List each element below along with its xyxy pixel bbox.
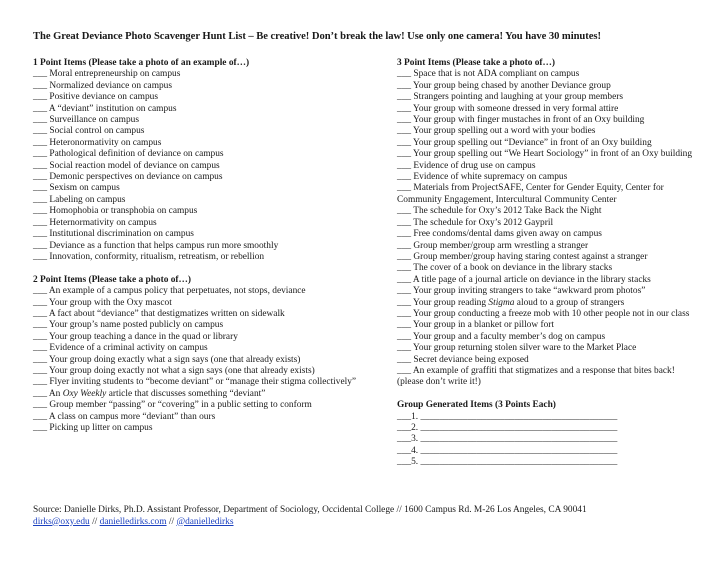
list-item: ___ Surveillance on campus — [33, 115, 139, 126]
list-item: ___ Your group teaching a dance in the quad or library — [33, 331, 238, 342]
list-item: ___ Demonic perspectives on deviance on campus — [33, 172, 223, 183]
list-item: ___ Institutional discrimination on campus — [33, 229, 194, 240]
list-item: ___ Moral entrepreneurship on campus — [33, 69, 181, 80]
list-item: ___ Social reaction model of deviance on campus — [33, 160, 220, 171]
list-item: ___ Your group reading Stigma aloud to a group of strangers — [397, 297, 625, 308]
one-point-list — [33, 69, 373, 263]
three-point-list-tail — [397, 309, 698, 389]
list-item: ___ Your group spelling out “Deviance” in front of an Oxy building — [397, 137, 652, 148]
source-line: Source: Danielle Dirks, Ph.D. Assistant Professor, Department of Sociology, Occidental College // 1600 Campus Rd. M-26 Los Angeles, CA 90041 — [33, 505, 587, 515]
two-point-list-tail — [33, 400, 373, 434]
list-item: ___ A title page of a journal article on deviance in the library stacks — [397, 274, 651, 285]
list-item: ___2. __________________________________________ — [397, 422, 618, 433]
list-item: ___ Your group spelling out “We Heart Sociology” in front of an Oxy building — [397, 149, 693, 160]
left-column — [33, 58, 373, 434]
list-item: ___ Free condoms/dental dams given away on campus — [397, 229, 602, 240]
one-point-header: 1 Point Items (Please take a photo of an example of…) — [33, 58, 250, 68]
list-item: ___ Group member “passing” or “covering” in a public setting to conform — [33, 400, 312, 411]
oxy-weekly-title: Oxy Weekly — [62, 388, 107, 399]
list-item: ___ Your group doing exactly what a sign says (one that already exists) — [33, 354, 301, 365]
group-generated-list — [397, 412, 698, 469]
list-item: ___ Your group and a faculty member’s dog on campus — [397, 331, 606, 342]
list-item: ___ Your group with someone dressed in very formal attire — [397, 103, 619, 114]
three-point-list — [397, 69, 698, 297]
list-item: ___ Secret deviance being exposed — [397, 354, 529, 365]
two-point-header: 2 Point Items (Please take a photo of…) — [33, 274, 192, 285]
list-item: ___ Your group conducting a freeze mob with 10 other people not in our class — [397, 308, 690, 319]
list-item: ___3. __________________________________________ — [397, 434, 618, 445]
list-item: ___ Innovation, conformity, ritualism, retreatism, or rebellion — [33, 251, 265, 262]
list-item: ___ Your group in a blanket or pillow fort — [397, 320, 555, 331]
list-item: ___ Your group returning stolen silver ware to the Market Place — [397, 343, 637, 354]
document-title: The Great Deviance Photo Scavenger Hunt List – Be creative! Don’t break the law! Use only one camera! You have 30 minutes! — [33, 31, 601, 42]
email-link[interactable]: dirks@oxy.edu — [33, 516, 90, 527]
list-item: ___ Your group doing exactly not what a sign says (one that already exists) — [33, 365, 315, 376]
list-item: ___ Your group with finger mustaches in front of an Oxy building — [397, 115, 645, 126]
list-item: ___ Evidence of drug use on campus — [397, 160, 536, 171]
list-item: ___ Your group’s name posted publicly on campus — [33, 320, 224, 331]
source-links: dirks@oxy.edu // danielledirks.com // @danielledirks — [33, 516, 234, 527]
list-item: ___ Normalized deviance on campus — [33, 80, 173, 91]
list-item: ___ Heternormativity on campus — [33, 217, 157, 228]
list-item: ___ Group member/group having staring contest against a stranger — [397, 251, 648, 262]
list-item: ___ Strangers pointing and laughing at your group members — [397, 92, 624, 103]
list-item: ___ An example of a campus policy that perpetuates, not stops, deviance — [33, 286, 306, 297]
list-item: ___ Your group inviting strangers to take “awkward prom photos” — [397, 286, 646, 297]
list-item: ___1. __________________________________________ — [397, 411, 618, 422]
list-item: ___ The schedule for Oxy’s 2012 Take Back the Night — [397, 206, 602, 217]
source-footer — [33, 505, 703, 528]
list-item: ___ Positive deviance on campus — [33, 92, 158, 103]
stigma-title: Stigma — [488, 297, 515, 308]
list-item: ___ Flyer inviting students to “become deviant” or “manage their stigma collectively” — [33, 377, 357, 388]
list-item: ___ Social control on campus — [33, 126, 145, 137]
list-item: ___ Group member/group arm wrestling a stranger — [397, 240, 589, 251]
list-item: ___ Labeling on campus — [33, 194, 126, 205]
document-page — [33, 30, 698, 468]
list-item: ___ The cover of a book on deviance in the library stacks — [397, 263, 613, 274]
list-item: ___ An Oxy Weekly article that discusses something “deviant” — [33, 388, 266, 399]
group-generated-header: Group Generated Items (3 Points Each) — [397, 400, 556, 411]
list-item: ___ Your group spelling out a word with your bodies — [397, 126, 596, 137]
list-item: ___ A class on campus more “deviant” than ours — [33, 411, 216, 422]
list-item: ___ Space that is not ADA compliant on campus — [397, 69, 580, 80]
list-item: ___ Evidence of white supremacy on campus — [397, 172, 568, 183]
list-item: ___ Homophobia or transphobia on campus — [33, 206, 198, 217]
list-item: ___ Evidence of a criminal activity on campus — [33, 343, 208, 354]
list-item: ___ A fact about “deviance” that destigmatizes written on sidewalk — [33, 308, 285, 319]
list-item: ___5. __________________________________________ — [397, 457, 618, 468]
list-item: ___ A “deviant” institution on campus — [33, 103, 177, 114]
two-point-list — [33, 286, 373, 389]
website-link[interactable]: danielledirks.com — [99, 516, 167, 527]
list-item: ___ Sexism on campus — [33, 183, 120, 194]
list-item: ___ Your group being chased by another Deviance group — [397, 80, 611, 91]
list-item: ___4. __________________________________________ — [397, 445, 618, 456]
list-item: ___ Materials from ProjectSAFE, Center for Gender Equity, Center for Community Engagement, Intercultural Community Center — [397, 183, 664, 205]
three-point-header: 3 Point Items (Please take a photo of…) — [397, 58, 556, 68]
list-item: ___ Heteronormativity on campus — [33, 137, 162, 148]
right-column — [397, 58, 698, 469]
list-item: ___ Pathological definition of deviance on campus — [33, 149, 224, 160]
list-item: ___ Picking up litter on campus — [33, 422, 153, 433]
list-item: ___ Deviance as a function that helps campus run more smoothly — [33, 240, 279, 251]
list-item: ___ Your group with the Oxy mascot — [33, 297, 172, 308]
list-item: ___ The schedule for Oxy’s 2012 Gaypril — [397, 217, 554, 228]
list-item: ___ An example of graffiti that stigmatizes and a response that bites back! (please don’t write it!) — [397, 365, 675, 388]
twitter-link[interactable]: @danielledirks — [176, 516, 234, 527]
